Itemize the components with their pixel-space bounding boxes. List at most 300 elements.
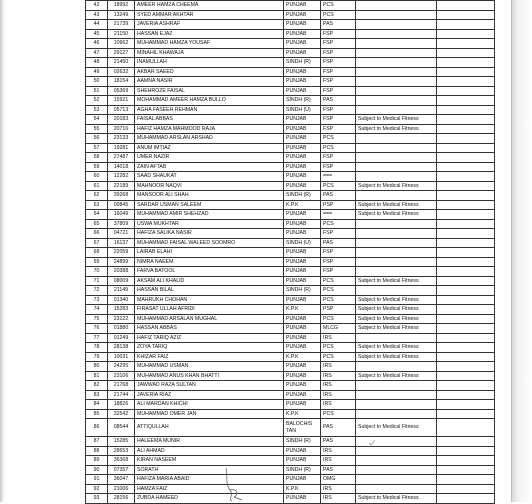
candidate-name-cell: SAAD SHAUKAT [135,172,284,182]
serial-cell: 77 [86,333,108,343]
serial-cell: 68 [86,248,108,258]
roll-number-cell: 22189 [108,181,135,191]
candidate-name-cell: ATTIQULLAH [135,419,284,437]
domicile-cell: PUNJAB [284,29,321,39]
remarks-cell: Subject to Medical Fitness [356,343,437,353]
table-row [86,248,495,258]
candidate-name-cell: HAFIZA SALIKA NASIR [135,229,284,239]
candidate-name-cell: HAFIZ TARIQ AZIZ [135,333,284,343]
table-row [86,86,495,96]
candidate-name-cell: JAVERIA ASHRAF [135,20,284,30]
group-cell: PAS [321,465,356,475]
roll-number-cell: 29127 [108,48,135,58]
table-row [86,324,495,334]
roll-number-cell: 32542 [108,409,135,419]
candidate-name-cell: NIMRA NAEEM [135,257,284,267]
serial-cell: 90 [86,465,108,475]
extra-cell [437,143,495,153]
group-cell: PCS [321,286,356,296]
extra-cell [437,124,495,134]
remarks-cell [356,191,437,201]
remarks-cell: Subject to Medical Fitness [356,181,437,191]
candidate-name-cell: HASSAN BILAL [135,286,284,296]
roll-number-cell: 10962 [108,39,135,49]
group-cell: PAS [321,437,356,447]
serial-cell: 60 [86,172,108,182]
group-cell: PCS [321,1,356,11]
remarks-cell [356,39,437,49]
roll-number-cell: 21150 [108,29,135,39]
serial-cell: 53 [86,105,108,115]
roll-number-cell: 23122 [108,314,135,324]
remarks-cell [356,409,437,419]
table-row [86,162,495,172]
roll-number-cell: 16049 [108,210,135,220]
extra-cell [437,29,495,39]
extra-cell [437,400,495,410]
roll-number-cell: 15285 [108,437,135,447]
roll-number-cell: 01880 [108,324,135,334]
remarks-cell: Subject to Medical Fitness [356,115,437,125]
group-cell: IRS [321,494,356,504]
remarks-cell [356,77,437,87]
serial-cell: 72 [86,286,108,296]
domicile-cell: PUNJAB [284,210,321,220]
roll-number-cell: 28156 [108,494,135,504]
extra-cell [437,86,495,96]
candidate-name-cell: AKSAM ALI KHALID [135,276,284,286]
extra-cell [437,446,495,456]
group-cell: FSP [321,39,356,49]
roll-number-cell: 21768 [108,381,135,391]
serial-cell: 92 [86,484,108,494]
table-row [86,484,495,494]
remarks-cell [356,456,437,466]
candidate-name-cell: AAMNA NASIR [135,77,284,87]
table-row [86,456,495,466]
extra-cell [437,324,495,334]
table-row [86,10,495,20]
domicile-cell: K.P.K [284,352,321,362]
group-cell: FSP [321,86,356,96]
extra-cell [437,200,495,210]
table-row [86,333,495,343]
domicile-cell: PUNJAB [284,67,321,77]
table-row [86,238,495,248]
serial-cell: 61 [86,181,108,191]
domicile-cell: PUNJAB [284,400,321,410]
extra-cell [437,352,495,362]
signature-mark [222,466,246,502]
serial-cell: 80 [86,362,108,372]
candidate-name-cell: KHIZAR FAIZ [135,352,284,362]
candidate-name-cell: INAMULLAH [135,58,284,68]
group-cell: PCS [321,276,356,286]
candidate-name-cell: HASSAN EJAZ [135,29,284,39]
extra-cell [437,305,495,315]
serial-cell: 82 [86,381,108,391]
extra-cell [437,295,495,305]
serial-cell: 89 [86,456,108,466]
remarks-cell [356,105,437,115]
remarks-cell [356,446,437,456]
group-cell: === [321,210,356,220]
candidate-name-cell: USWA MUKHTAR [135,219,284,229]
roll-number-cell: 01340 [108,295,135,305]
group-cell: FSP [321,257,356,267]
roll-number-cell: 20183 [108,115,135,125]
table-row [86,419,495,437]
candidate-name-cell: MAHRUKH CHOHAN [135,295,284,305]
candidate-name-cell: LAIRAB ELAHI [135,248,284,258]
candidate-name-cell: MANSOOR ALI SHAH [135,191,284,201]
candidate-name-cell: HALEEMA MUNIR [135,437,284,447]
roll-number-cell: 36047 [108,475,135,485]
domicile-cell: PUNJAB [284,143,321,153]
group-cell: PCS [321,343,356,353]
group-cell: PCS [321,352,356,362]
domicile-cell: PUNJAB [284,1,321,11]
remarks-cell: Subject to Medical Fitness [356,371,437,381]
extra-cell [437,105,495,115]
table-row [86,475,495,485]
candidate-name-cell: ZOYA TARIQ [135,343,284,353]
roll-number-cell: 02632 [108,67,135,77]
domicile-cell: PUNJAB [284,115,321,125]
table-row [86,67,495,77]
serial-cell: 71 [86,276,108,286]
extra-cell [437,10,495,20]
remarks-cell: Subject to Medical Fitness [356,419,437,437]
table-row [86,371,495,381]
domicile-cell: PUNJAB [284,10,321,20]
serial-cell: 62 [86,191,108,201]
page-left-shadow [0,0,6,502]
candidate-name-cell: FAISAL ABBAS [135,115,284,125]
extra-cell [437,257,495,267]
table-row [86,305,495,315]
domicile-cell: PUNJAB [284,257,321,267]
domicile-cell: PUNJAB [284,267,321,277]
domicile-cell: K.P.K [284,484,321,494]
remarks-cell: Subject to Medical Fitness [356,210,437,220]
remarks-cell [356,58,437,68]
serial-cell: 46 [86,39,108,49]
table-row [86,20,495,30]
serial-cell: 63 [86,200,108,210]
remarks-cell [356,86,437,96]
table-row [86,200,495,210]
remarks-cell: Subject to Medical Fitness [356,124,437,134]
roll-number-cell: 21006 [108,484,135,494]
group-cell: MLCG [321,324,356,334]
extra-cell [437,456,495,466]
extra-cell [437,39,495,49]
table-row [86,362,495,372]
domicile-cell: BALOCHIS TAN [284,419,321,437]
serial-cell: 86 [86,419,108,437]
group-cell: === [321,172,356,182]
serial-cell: 44 [86,20,108,30]
candidate-name-cell: SYED AMMAR AKHTAR [135,10,284,20]
table-row [86,267,495,277]
domicile-cell: PUNJAB [284,77,321,87]
table-row [86,134,495,144]
remarks-cell: Subject to Medical Fitness [356,314,437,324]
domicile-cell: SINDH (U) [284,238,321,248]
candidate-name-cell: ANUM IMTIAZ [135,143,284,153]
roll-number-cell: 18992 [108,1,135,11]
domicile-cell: SINDH (R) [284,286,321,296]
domicile-cell: PUNJAB [284,181,321,191]
group-cell: FSP [321,29,356,39]
remarks-cell [356,96,437,106]
domicile-cell: PUNJAB [284,162,321,172]
candidate-name-cell: HASSAN ABBAS [135,324,284,334]
roll-number-cell: 24295 [108,362,135,372]
extra-cell [437,96,495,106]
domicile-cell: PUNJAB [284,475,321,485]
candidate-name-cell: MUHAMMAD ARSALAN MUGHAL [135,314,284,324]
extra-cell [437,67,495,77]
group-cell: IRS [321,400,356,410]
serial-cell: 69 [86,257,108,267]
roll-number-cell: 36368 [108,456,135,466]
domicile-cell: PUNJAB [284,39,321,49]
domicile-cell: PUNJAB [284,48,321,58]
serial-cell: 54 [86,115,108,125]
extra-cell [437,475,495,485]
group-cell: IRS [321,446,356,456]
roll-number-cell: 23106 [108,371,135,381]
domicile-cell: SINDH (R) [284,191,321,201]
roll-number-cell: 01249 [108,333,135,343]
domicile-cell: PUNJAB [284,333,321,343]
extra-cell [437,314,495,324]
domicile-cell: PUNJAB [284,153,321,163]
candidate-name-cell: ALI MARDAN KHICHI [135,400,284,410]
candidate-name-cell: MUHAMMAD OMER JAN [135,409,284,419]
serial-cell: 50 [86,77,108,87]
table-row [86,105,495,115]
remarks-cell [356,267,437,277]
domicile-cell: K.P.K [284,200,321,210]
remarks-cell [356,400,437,410]
remarks-cell [356,67,437,77]
remarks-cell [356,257,437,267]
group-cell: OMG [321,475,356,485]
candidate-name-cell: MUHAMMAD ANUS KHAN BHATTI [135,371,284,381]
candidate-name-cell: MUHAMMAD HAMZA YOUSAF [135,39,284,49]
roll-number-cell: 22059 [108,248,135,258]
table-row [86,181,495,191]
candidate-name-cell: MUHAMMAD FAISAL WALEED SOOMRO [135,238,284,248]
table-row [86,143,495,153]
table-row [86,295,495,305]
page-right-edge [511,0,532,502]
candidate-name-cell: AKBAR SAEED [135,67,284,77]
extra-cell [437,286,495,296]
extra-cell [437,58,495,68]
group-cell: PCS [321,409,356,419]
remarks-cell [356,475,437,485]
roll-number-cell: 16137 [108,238,135,248]
extra-cell [437,162,495,172]
remarks-cell [356,1,437,11]
table-row [86,352,495,362]
roll-number-cell: 08009 [108,276,135,286]
roll-number-cell: 23133 [108,134,135,144]
roll-number-cell: 15921 [108,96,135,106]
group-cell: PCS [321,10,356,20]
domicile-cell: K.P.K [284,305,321,315]
roll-number-cell: 21450 [108,58,135,68]
extra-cell [437,362,495,372]
domicile-cell: PUNJAB [284,381,321,391]
table-row [86,96,495,106]
candidate-name-cell: MAHNOOR NAQVI [135,181,284,191]
group-cell: IRS [321,333,356,343]
serial-cell: 93 [86,494,108,504]
domicile-cell: PUNJAB [284,362,321,372]
candidate-name-cell: SHEHROZE FAISAL [135,86,284,96]
extra-cell [437,172,495,182]
roll-number-cell: 37809 [108,219,135,229]
candidate-name-cell: MUHAMMAD AMIR SHEHZAD [135,210,284,220]
domicile-cell: PUNJAB [284,371,321,381]
table-row [86,210,495,220]
extra-cell [437,390,495,400]
group-cell: PCS [321,219,356,229]
serial-cell: 81 [86,371,108,381]
serial-cell: 91 [86,475,108,485]
candidate-name-cell: AGHA FASEEH REHMAN [135,105,284,115]
extra-cell [437,248,495,258]
table-row [86,77,495,87]
remarks-cell: Subject to Medical Fitness [356,295,437,305]
group-cell: PCS [321,181,356,191]
table-row [86,465,495,475]
group-cell: FSP [321,115,356,125]
remarks-cell [356,10,437,20]
remarks-cell: Subject to Medical Fitness [356,494,437,504]
serial-cell: 47 [86,48,108,58]
extra-cell [437,381,495,391]
table-row [86,153,495,163]
domicile-cell: PUNJAB [284,324,321,334]
table-row [86,29,495,39]
candidate-name-cell: UMER NAZIR [135,153,284,163]
extra-cell [437,419,495,437]
roll-number-cell: 08544 [108,419,135,437]
remarks-cell [356,48,437,58]
group-cell: PSP [321,200,356,210]
table-row [86,437,495,447]
candidate-name-cell: JAWWAD RAZA SULTAN [135,381,284,391]
table-row [86,115,495,125]
remarks-cell: Subject to Medical Fitness [356,324,437,334]
group-cell: FSP [321,162,356,172]
group-cell: FSP [321,77,356,87]
domicile-cell: SINDH (U) [284,105,321,115]
group-cell: FSP [321,124,356,134]
serial-cell: 76 [86,324,108,334]
group-cell: IRS [321,390,356,400]
table-row [86,390,495,400]
roll-number-cell: 19281 [108,143,135,153]
roll-number-cell: 21739 [108,20,135,30]
extra-cell [437,238,495,248]
remarks-cell [356,229,437,239]
extra-cell [437,371,495,381]
table-row [86,276,495,286]
roll-number-cell: 12282 [108,172,135,182]
table-row [86,381,495,391]
domicile-cell: PUNJAB [284,390,321,400]
extra-cell [437,343,495,353]
table-row [86,191,495,201]
roll-number-cell: 20388 [108,267,135,277]
group-cell: IRS [321,362,356,372]
serial-cell: 84 [86,400,108,410]
remarks-cell: Subject to Medical Fitness [356,352,437,362]
roll-number-cell: 21744 [108,390,135,400]
group-cell: IRS [321,371,356,381]
remarks-cell [356,134,437,144]
group-cell: FSP [321,48,356,58]
domicile-cell: PUNJAB [284,494,321,504]
serial-cell: 67 [86,238,108,248]
remarks-cell [356,333,437,343]
roll-number-cell: 10031 [108,352,135,362]
roll-number-cell: 04721 [108,229,135,239]
roll-number-cell: 28653 [108,446,135,456]
group-cell: FSP [321,267,356,277]
roll-number-cell: 27487 [108,153,135,163]
group-cell: PAS [321,96,356,106]
group-cell: IRS [321,484,356,494]
remarks-cell [356,172,437,182]
domicile-cell: SINDH (R) [284,58,321,68]
remarks-cell [356,29,437,39]
remarks-cell [356,381,437,391]
table-row [86,172,495,182]
extra-cell [437,153,495,163]
serial-cell: 45 [86,29,108,39]
extra-cell [437,115,495,125]
table-row [86,219,495,229]
table-row [86,124,495,134]
extra-cell [437,267,495,277]
domicile-cell: K.P.K [284,409,321,419]
roll-number-cell: 18154 [108,77,135,87]
table-row [86,446,495,456]
domicile-cell: SINDH (R) [284,465,321,475]
serial-cell: 70 [86,267,108,277]
remarks-cell: Subject to Medical Fitness [356,200,437,210]
roll-number-cell: 15283 [108,305,135,315]
roll-number-cell: 14018 [108,162,135,172]
candidate-name-cell: FIRASAT ULLAH AFRIDI [135,305,284,315]
group-cell: PCS [321,314,356,324]
domicile-cell: PUNJAB [284,172,321,182]
domicile-cell: PUNJAB [284,124,321,134]
extra-cell [437,437,495,447]
serial-cell: 51 [86,86,108,96]
remarks-cell [356,162,437,172]
roll-number-cell: 20716 [108,124,135,134]
group-cell: FSP [321,229,356,239]
